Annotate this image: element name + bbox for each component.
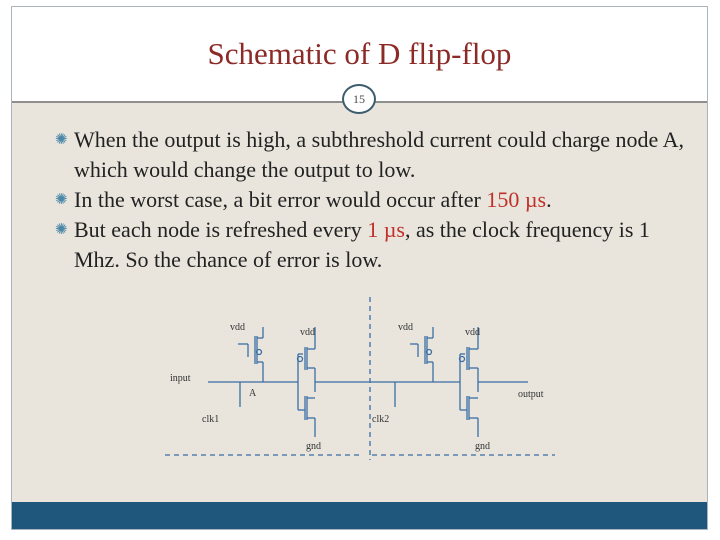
bullet-text: When the output is high, a subthreshold current could charge node A, which would change the output to low. — [74, 127, 684, 182]
slide-title: Schematic of D flip-flop — [207, 36, 512, 71]
bullet-swirl-icon: ✺ — [55, 192, 68, 208]
page-number-badge: 15 — [342, 84, 376, 114]
node-a-label: A — [249, 388, 257, 399]
d-flip-flop-schematic — [160, 292, 560, 467]
input-label: input — [170, 373, 191, 384]
bullet-swirl-icon: ✺ — [55, 132, 68, 148]
bullet-text: But each node is refreshed every — [74, 217, 368, 242]
vdd-label: vdd — [300, 327, 315, 338]
vdd-label: vdd — [230, 322, 245, 333]
bullet-swirl-icon: ✺ — [55, 222, 68, 238]
bullet-highlight: 150 µs — [486, 187, 547, 212]
gnd-label: gnd — [306, 441, 321, 452]
vdd-label: vdd — [398, 322, 413, 333]
bullet-text: In the worst case, a bit error would occur after — [74, 187, 487, 212]
bullet-item — [55, 185, 686, 215]
bullet-text-after: , as the clock frequency is 1 Mhz. So the chance of error is low. — [74, 217, 650, 272]
gnd-label: gnd — [475, 441, 490, 452]
vdd-label: vdd — [465, 327, 480, 338]
clk2-label: clk2 — [372, 414, 390, 425]
bullet-highlight: 1 µs — [367, 217, 405, 242]
bullet-item — [55, 125, 686, 185]
bullet-text-after: . — [546, 187, 552, 212]
bullet-item — [55, 215, 686, 275]
footer-bar — [12, 502, 707, 529]
clk1-label: clk1 — [202, 414, 220, 425]
output-label: output — [518, 389, 544, 400]
bullet-list — [36, 125, 686, 275]
